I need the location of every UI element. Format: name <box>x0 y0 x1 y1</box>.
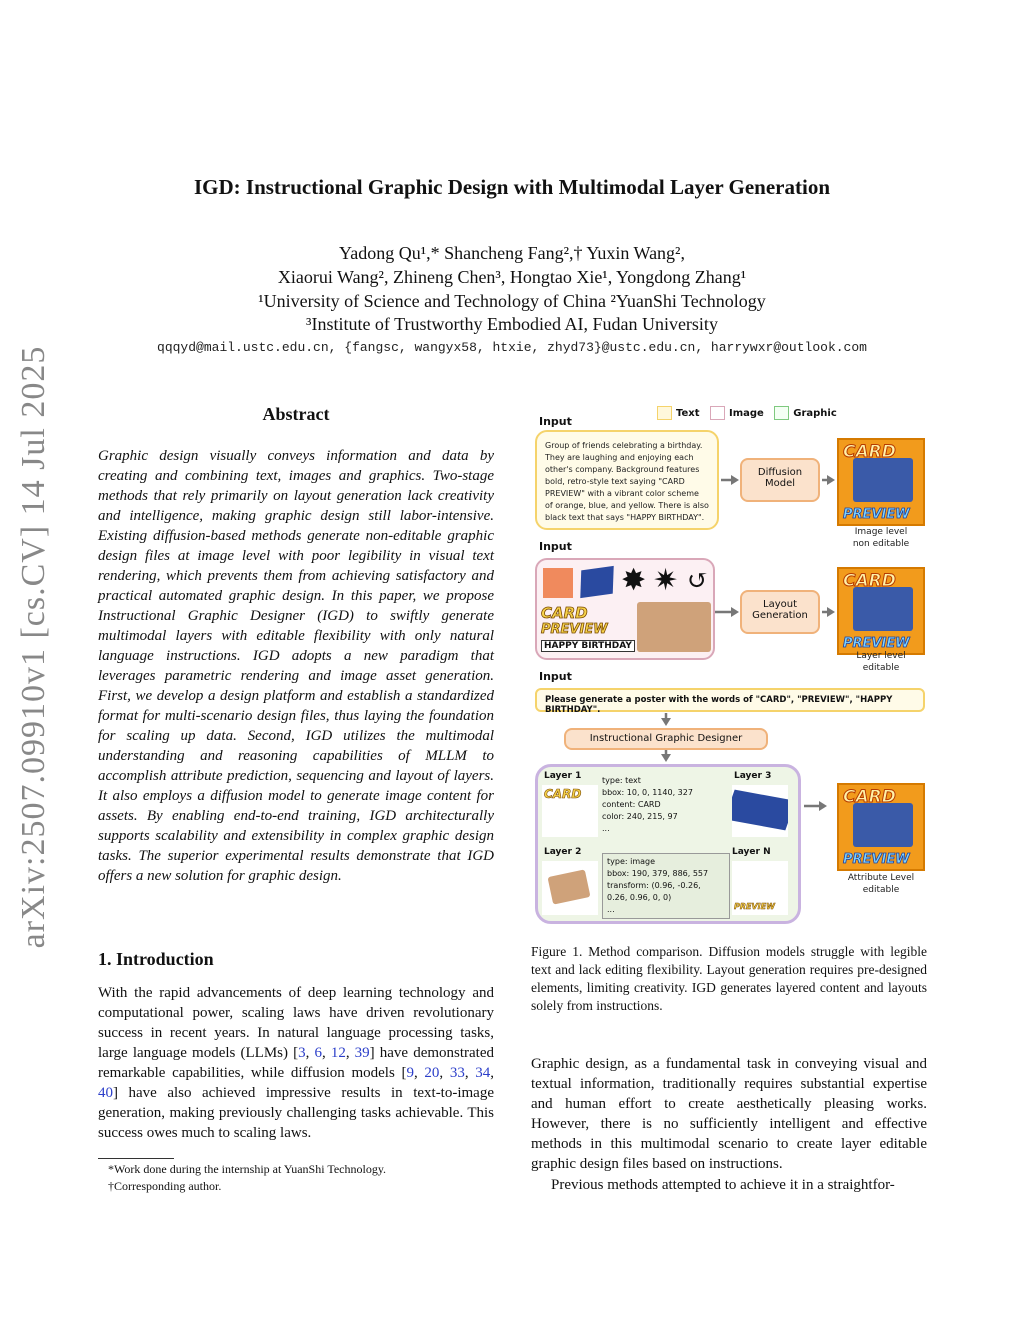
citation-link[interactable]: 9 <box>406 1065 414 1081</box>
layer-2-thumb <box>542 861 598 915</box>
attr-content: content: CARD <box>602 800 661 809</box>
legend-text: Text <box>676 408 700 419</box>
layer-n-preview-text: PREVIEW <box>734 902 775 911</box>
layer-level-caption <box>831 650 931 674</box>
poster-attribute-level <box>837 783 925 871</box>
non-editable-label: non editable <box>852 539 910 549</box>
authors-line-2: Xiaorui Wang², Zhineng Chen³, Hongtao Xie¹, Yongdong Zhang¹ <box>277 267 747 287</box>
arxiv-stamp: arXiv:2507.09910v1 [cs.CV] 14 Jul 2025 <box>15 345 52 949</box>
layout-generation-box: Layout Generation <box>740 590 820 634</box>
poster-word-card: CARD <box>843 442 896 462</box>
image-level-caption <box>831 526 931 550</box>
intro-heading: 1. Introduction <box>98 949 214 969</box>
affiliation-line-1: ¹University of Science and Technology of China ²YuanShi Technology <box>258 291 766 311</box>
curl-arrow-icon: ↺ <box>687 566 709 595</box>
abstract-body: Graphic design visually conveys information and data by creating and combining text, images and graphics. Two-stage methods that rely primarily on layout generation lack creativity and intelligence, making graphic design still labor-intensive. Existing diffusion-based methods generate non-editable graphic design files at image level with poor legibility in visual text rendering, which prevents them from achieving satisfactory and practical automated graphic design. In this paper, we propose Instructional Graphic Designer (IGD) to swiftly generate multimodal layers with editable flexibility with only natural language instructions. IGD adopts a new paradigm that leverages parametric rendering and image asset generation. First, we develop a design platform and establish a standardized format for multi-scenario design files, thus laying the foundation for scaling up data. Second, IGD utilizes the multimodal understanding and reasoning capabilities of MLLM to accomplish attribute prediction, sequencing and layout of layers. It also employs a diffusion model to generate image content for assets. By enabling end-to-end training, IGD architecturally supports scalability and extensibility in complex graphic design tasks. The superior experimental results demonstrate that IGD offers a new solution for graphic design. <box>98 448 494 884</box>
arrow-icon <box>819 801 827 811</box>
editable-label: editable <box>862 885 900 895</box>
input-label-1: Input <box>539 415 572 428</box>
preview-word-element: PREVIEW <box>541 622 608 637</box>
citation-link[interactable]: 6 <box>314 1045 322 1061</box>
attr-more: ... <box>602 824 610 833</box>
attribute-level-caption <box>831 872 931 896</box>
text-attributes <box>602 775 702 835</box>
attr-bbox: bbox: 10, 0, 1140, 327 <box>602 788 693 797</box>
footnote-1: *Work done during the internship at YuanShi Technology. <box>108 1162 387 1176</box>
citation-link[interactable]: 20 <box>424 1065 440 1081</box>
footnote-rule <box>98 1158 174 1159</box>
affiliation-line-2: ³Institute of Trustworthy Embodied AI, Fudan University <box>306 314 718 334</box>
layer-1-thumb <box>542 785 598 837</box>
abstract-heading: Abstract <box>262 404 330 424</box>
arrow-icon <box>827 607 835 617</box>
intro-text-2: ] have demonstrated remarkable capabilities, while diffusion models [ <box>98 1045 495 1081</box>
poster-word-preview: PREVIEW <box>843 636 910 651</box>
layer-1-label: Layer 1 <box>544 771 582 781</box>
group-photo-element <box>637 602 711 652</box>
poster-word-card: CARD <box>843 571 896 591</box>
diffusion-model-box: Diffusion Model <box>740 458 820 502</box>
layers-output-box <box>535 764 801 924</box>
star-outline-icon: ✷ <box>653 564 679 597</box>
attr-type: type: image <box>607 857 656 866</box>
igd-model-box: Instructional Graphic Designer <box>564 728 768 750</box>
citation-link[interactable]: 39 <box>354 1045 370 1061</box>
attr-transform-cont: 0.26, 0.96, 0, 0) <box>607 893 672 902</box>
poster-photo <box>853 587 913 631</box>
citation-link[interactable]: 40 <box>98 1085 113 1101</box>
instruction-box: Please generate a poster with the words of "CARD", "PREVIEW", "HAPPY BIRTHDAY". <box>535 688 925 712</box>
poster-word-preview: PREVIEW <box>843 507 910 522</box>
attribute-level-label: Attribute Level <box>847 873 915 883</box>
arrow-icon <box>827 475 835 485</box>
layer-3-shape <box>732 790 788 831</box>
attr-transform: transform: (0.96, -0.26, <box>607 881 701 890</box>
figure-caption: Figure 1. Method comparison. Diffusion models struggle with legible text and lack editing flexibility. Layout generation requires pre-designed elements, limiting creativity. IGD generates layered content and layouts solely from instructions. <box>531 944 927 1013</box>
poster-layer-level <box>837 567 925 655</box>
attr-more: ... <box>607 905 615 914</box>
happy-birthday-element: HAPPY BIRTHDAY <box>541 640 635 652</box>
elements-input-box <box>535 558 715 660</box>
star-burst-icon: ✸ <box>621 564 647 597</box>
citation-link[interactable]: 34 <box>475 1065 491 1081</box>
footnote-2: †Corresponding author. <box>108 1179 222 1193</box>
arrow-icon <box>731 475 739 485</box>
orange-square-element <box>543 568 573 598</box>
layer-2-label: Layer 2 <box>544 847 582 857</box>
editable-label: editable <box>862 663 900 673</box>
arrow-icon <box>731 607 739 617</box>
legend-image: Image <box>728 408 764 419</box>
figure-1 <box>531 400 931 930</box>
prompt-text: Group of friends celebrating a birthday. They are laughing and enjoying each other's company. Background features bold, retro-style text saying "CARD PREVIEW" with a vibrant color scheme of orange, blue, and yellow. There is also black text that says "HAPPY BIRTHDAY". <box>545 441 709 522</box>
intro-text-3: ] have also achieved impressive results in text-to-image generation, making previously challenging tasks achievable. This success owes much to scaling laws. <box>98 1085 494 1141</box>
author-emails: qqqyd@mail.ustc.edu.cn, {fangsc, wangyx58, htxie, zhyd73}@ustc.edu.cn, harrywxr@outlook.com <box>157 340 867 355</box>
poster-word-preview: PREVIEW <box>843 852 910 867</box>
poster-image-level <box>837 438 925 526</box>
layer-level-label: Layer level <box>856 651 906 661</box>
right-paragraph-1: Graphic design, as a fundamental task in conveying visual and textual information, traditionally requires substantial expertise and human effort to create aesthetically pleasing works. However, there is no sufficiently intelligent and effective methods in this multimodal scenario to create layer editable graphic design files based on instructions. <box>531 1056 927 1172</box>
input-label-3: Input <box>539 670 572 683</box>
blue-shape-element <box>580 566 613 598</box>
intro-paragraph: With the rapid advancements of deep learning technology and computational power, scaling laws have driven revolutionary success in recent years. In natural language processing tasks, large language models (LLMs) [3, 6, 12, 39] have demonstrated remarkable capabilities, while diffusion models [9, 20, 33, 34, 40] have also achieved impressive results in text-to-image generation, making previously challenging tasks achievable. This success owes much to scaling laws. <box>98 985 495 1141</box>
poster-word-card: CARD <box>843 787 896 807</box>
layer-n-thumb <box>732 861 788 915</box>
arrow-icon <box>661 754 671 762</box>
authors-line-1: Yadong Qu¹,* Shancheng Fang²,† Yuxin Wang², <box>339 243 685 263</box>
intro-text-1: With the rapid advancements of deep learning technology and computational power, scaling laws have driven revolutionary success in recent years. In natural language processing tasks, large language models (LLMs) [ <box>98 985 494 1061</box>
poster-photo <box>853 458 913 502</box>
layer-1-card-text: CARD <box>544 787 582 801</box>
arrow-icon <box>661 718 671 726</box>
image-level-label: Image level <box>854 527 908 537</box>
right-paragraph-2: Previous methods attempted to achieve it in a straightfor- <box>551 1177 895 1193</box>
image-attributes <box>602 853 730 919</box>
paper-title: IGD: Instructional Graphic Design with Multimodal Layer Generation <box>193 175 831 199</box>
citation-link[interactable]: 3 <box>298 1045 306 1061</box>
attr-type: type: text <box>602 776 641 785</box>
layer-3-label: Layer 3 <box>734 771 772 781</box>
layer-n-label: Layer N <box>732 847 771 857</box>
input-label-2: Input <box>539 540 572 553</box>
citation-link[interactable]: 12 <box>330 1045 346 1061</box>
citation-link[interactable]: 33 <box>449 1065 465 1081</box>
poster-photo <box>853 803 913 847</box>
card-word-element: CARD <box>541 604 588 622</box>
legend-graphic: Graphic <box>793 408 837 419</box>
layer-2-photo <box>548 869 591 904</box>
attr-color: color: 240, 215, 97 <box>602 812 678 821</box>
layer-3-thumb <box>732 785 788 837</box>
attr-bbox: bbox: 190, 379, 886, 557 <box>607 869 709 878</box>
